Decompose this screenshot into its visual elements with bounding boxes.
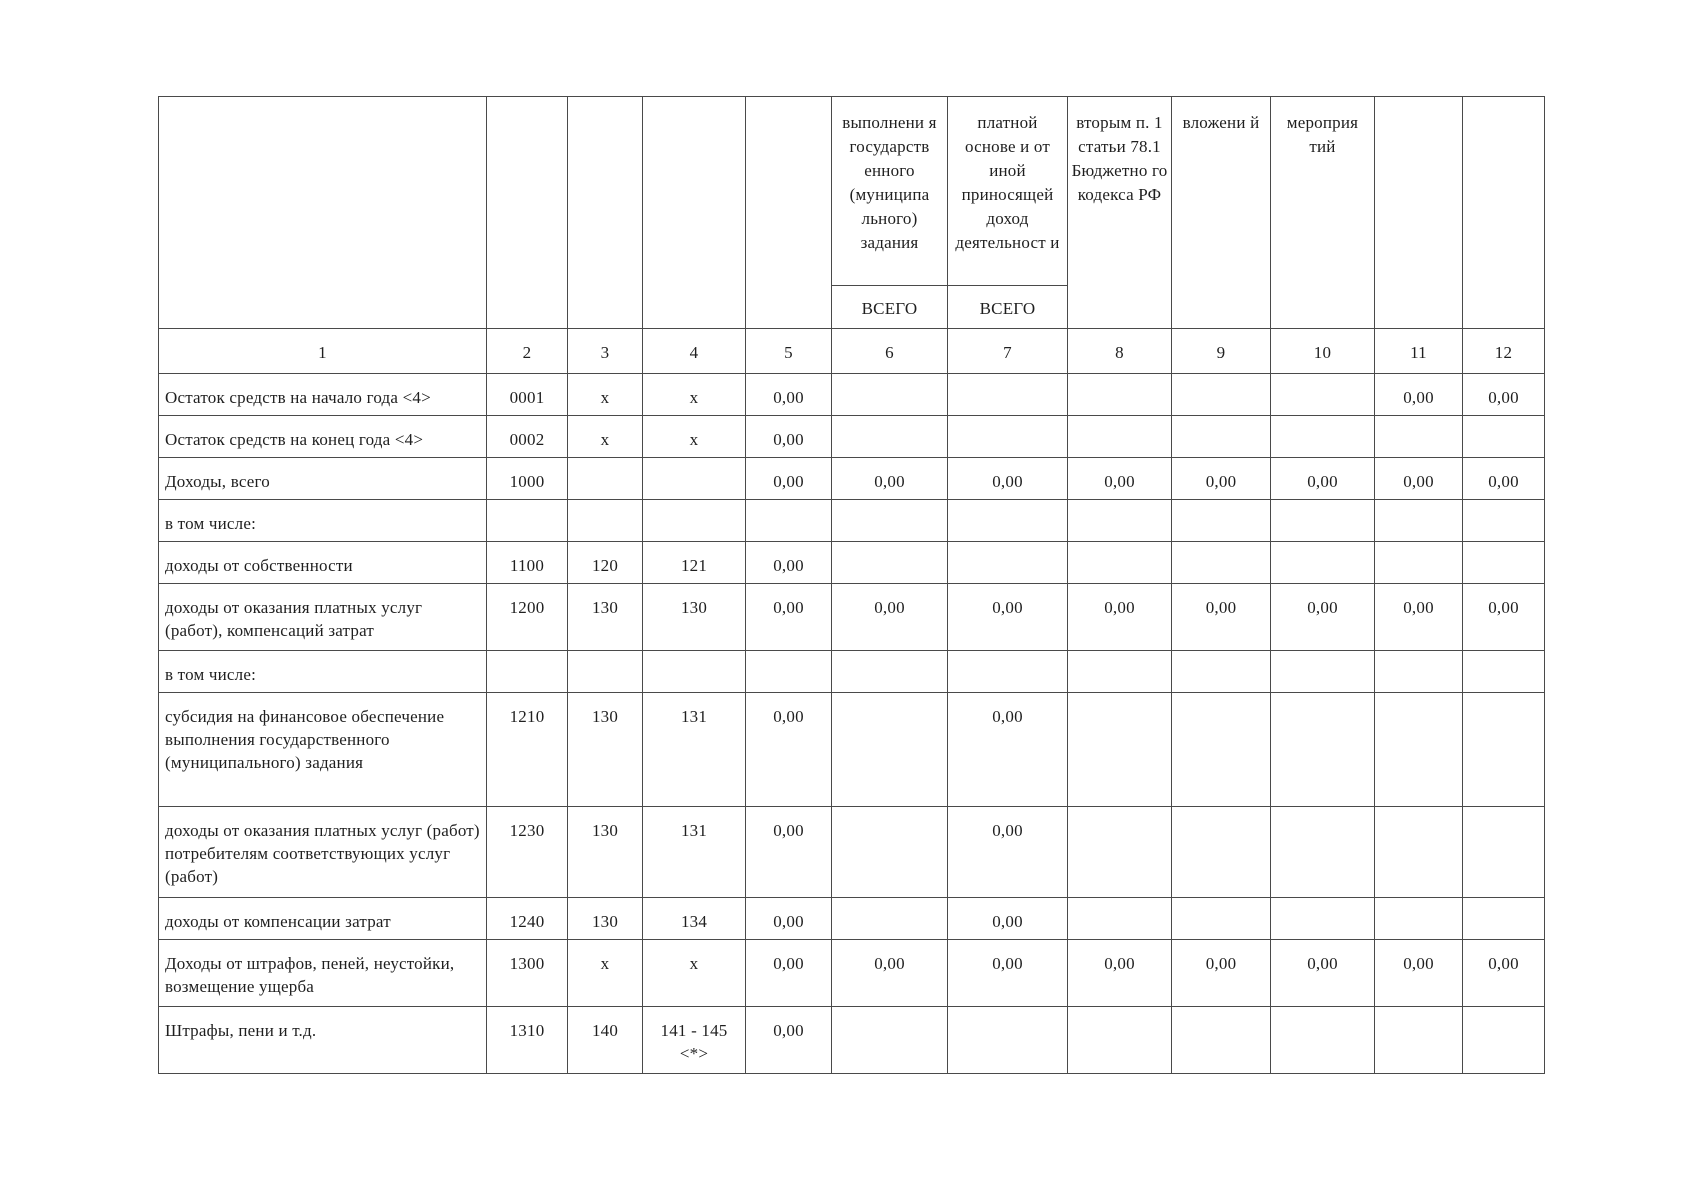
table-row (159, 500, 1545, 542)
row-label: доходы от собственности (159, 542, 487, 584)
table-cell: 0,00 (1463, 940, 1545, 1007)
table-cell: 120 (568, 542, 643, 584)
table-cell: 130 (568, 898, 643, 940)
row-label: Доходы, всего (159, 458, 487, 500)
table-cell: 0,00 (1463, 584, 1545, 651)
row-code: 1200 (487, 584, 568, 651)
table-cell: 0,00 (832, 584, 948, 651)
table-cell: 0,00 (746, 584, 832, 651)
table-cell (1463, 500, 1545, 542)
column-number: 6 (832, 329, 948, 374)
table-cell (1271, 898, 1375, 940)
row-code: 1310 (487, 1007, 568, 1074)
table-cell: 0,00 (1463, 374, 1545, 416)
table-cell: 0,00 (832, 458, 948, 500)
row-label: доходы от оказания платных услуг (работ) потребителям соответствующих услуг (работ) (159, 807, 487, 898)
table-cell: 0,00 (1271, 584, 1375, 651)
table-cell: 134 (643, 898, 746, 940)
table-cell: 131 (643, 807, 746, 898)
table-cell (1271, 500, 1375, 542)
table-cell (1172, 542, 1271, 584)
table-cell (1463, 651, 1545, 693)
header-cell-col12 (1463, 97, 1545, 329)
row-code: 1300 (487, 940, 568, 1007)
row-code: 1210 (487, 693, 568, 807)
table-cell (746, 500, 832, 542)
header-vsego-col6: ВСЕГО (832, 286, 948, 329)
header-cell-col9: вложени й (1172, 97, 1271, 329)
table-cell: 0,00 (832, 940, 948, 1007)
table-cell: 141 - 145 <*> (643, 1007, 746, 1074)
table-cell (1172, 693, 1271, 807)
table-cell: 0,00 (1068, 458, 1172, 500)
table-cell: 0,00 (948, 898, 1068, 940)
table-cell (832, 542, 948, 584)
table-cell (832, 693, 948, 807)
table-row (159, 584, 1545, 651)
table-cell: x (568, 374, 643, 416)
table-cell (948, 542, 1068, 584)
table-cell (832, 898, 948, 940)
row-label: субсидия на финансовое обеспечение выполнения государственного (муниципального) задания (159, 693, 487, 807)
table-cell: 0,00 (1375, 374, 1463, 416)
table-cell (643, 458, 746, 500)
table-cell: x (568, 940, 643, 1007)
header-vsego-col7: ВСЕГО (948, 286, 1068, 329)
table-row (159, 807, 1545, 898)
table-cell: 0,00 (746, 898, 832, 940)
row-label: Остаток средств на начало года <4> (159, 374, 487, 416)
table-cell: 0,00 (1271, 940, 1375, 1007)
table-cell: 0,00 (1375, 458, 1463, 500)
table-cell: x (643, 940, 746, 1007)
row-code: 0002 (487, 416, 568, 458)
table-cell (1271, 374, 1375, 416)
table-cell (1375, 693, 1463, 807)
row-label: Доходы от штрафов, пеней, неустойки, возмещение ущерба (159, 940, 487, 1007)
table-cell: 0,00 (746, 542, 832, 584)
column-number: 7 (948, 329, 1068, 374)
table-cell (1375, 651, 1463, 693)
column-number: 9 (1172, 329, 1271, 374)
row-code: 1240 (487, 898, 568, 940)
row-label: Штрафы, пени и т.д. (159, 1007, 487, 1074)
table-cell (948, 651, 1068, 693)
table-cell (1463, 542, 1545, 584)
row-code (487, 651, 568, 693)
header-cell-col4 (643, 97, 746, 329)
table-cell (1271, 1007, 1375, 1074)
row-code: 1000 (487, 458, 568, 500)
table-cell (832, 416, 948, 458)
table-cell (643, 500, 746, 542)
table-cell: x (643, 416, 746, 458)
header-cell-col1 (159, 97, 487, 329)
table-cell (1068, 1007, 1172, 1074)
table-cell (1172, 416, 1271, 458)
row-label: доходы от оказания платных услуг (работ), компенсаций затрат (159, 584, 487, 651)
table-cell (746, 651, 832, 693)
table-row (159, 898, 1545, 940)
table-cell (832, 500, 948, 542)
table-cell (1068, 651, 1172, 693)
table-cell (1271, 542, 1375, 584)
table-cell: 130 (643, 584, 746, 651)
table-cell: 0,00 (746, 807, 832, 898)
column-number: 3 (568, 329, 643, 374)
table-cell: 0,00 (1375, 584, 1463, 651)
table-cell (948, 500, 1068, 542)
table-cell (1271, 651, 1375, 693)
row-code: 1100 (487, 542, 568, 584)
table-cell (1271, 693, 1375, 807)
table-cell (568, 500, 643, 542)
table-cell: 0,00 (948, 584, 1068, 651)
table-cell (1375, 807, 1463, 898)
table-cell (1172, 807, 1271, 898)
column-number: 4 (643, 329, 746, 374)
table-cell: 0,00 (1068, 584, 1172, 651)
header-cell-col2 (487, 97, 568, 329)
table-row (159, 458, 1545, 500)
table-cell (1463, 807, 1545, 898)
table-cell (1068, 542, 1172, 584)
table-cell: 0,00 (746, 1007, 832, 1074)
header-row (159, 97, 1545, 286)
table-cell: x (643, 374, 746, 416)
table-cell (1463, 1007, 1545, 1074)
table-cell (1375, 542, 1463, 584)
table-cell (832, 651, 948, 693)
table-cell: 121 (643, 542, 746, 584)
table-cell: 0,00 (746, 940, 832, 1007)
table-cell (1172, 898, 1271, 940)
table-cell: 0,00 (746, 374, 832, 416)
table-cell (948, 1007, 1068, 1074)
table-cell: 0,00 (746, 416, 832, 458)
row-code: 0001 (487, 374, 568, 416)
header-cell-col11 (1375, 97, 1463, 329)
table-cell (643, 651, 746, 693)
table-cell (568, 458, 643, 500)
column-number: 8 (1068, 329, 1172, 374)
table-cell: 130 (568, 807, 643, 898)
table-cell: 0,00 (948, 940, 1068, 1007)
table-cell: 130 (568, 584, 643, 651)
table-cell: 0,00 (1172, 584, 1271, 651)
row-label: доходы от компенсации затрат (159, 898, 487, 940)
table-cell (1463, 693, 1545, 807)
table-cell (1068, 374, 1172, 416)
header-cell-col10: мероприя тий (1271, 97, 1375, 329)
table-cell (1375, 416, 1463, 458)
table-cell: 0,00 (1172, 940, 1271, 1007)
row-label: в том числе: (159, 500, 487, 542)
table-cell (1375, 898, 1463, 940)
table-cell: 140 (568, 1007, 643, 1074)
table-cell (1172, 651, 1271, 693)
table-row (159, 1007, 1545, 1074)
table-cell: 0,00 (746, 693, 832, 807)
column-number: 12 (1463, 329, 1545, 374)
table-cell: 0,00 (948, 807, 1068, 898)
table-cell (1068, 693, 1172, 807)
table-row (159, 940, 1545, 1007)
table-cell (948, 374, 1068, 416)
table-cell (1172, 1007, 1271, 1074)
table-row (159, 693, 1545, 807)
table-cell (1271, 807, 1375, 898)
row-code (487, 500, 568, 542)
table-cell (1271, 416, 1375, 458)
table-cell: 131 (643, 693, 746, 807)
table-row (159, 542, 1545, 584)
column-number: 11 (1375, 329, 1463, 374)
row-label: Остаток средств на конец года <4> (159, 416, 487, 458)
table-cell (1172, 374, 1271, 416)
financial-table (158, 96, 1545, 1074)
table-cell (1068, 898, 1172, 940)
table-cell: 0,00 (1463, 458, 1545, 500)
table-cell: 0,00 (1068, 940, 1172, 1007)
column-number: 2 (487, 329, 568, 374)
row-code: 1230 (487, 807, 568, 898)
table-cell (1375, 1007, 1463, 1074)
table-cell (1068, 500, 1172, 542)
table-cell (1375, 500, 1463, 542)
header-cell-col7: платной основе и от иной приносящей доход деятельност и (948, 97, 1068, 286)
header-cell-col3 (568, 97, 643, 329)
table-cell (1068, 416, 1172, 458)
table-cell (948, 416, 1068, 458)
column-number: 10 (1271, 329, 1375, 374)
table-cell: 0,00 (1375, 940, 1463, 1007)
header-cell-col8: вторым п. 1 статьи 78.1 Бюджетно го кодекса РФ (1068, 97, 1172, 329)
table-cell: x (568, 416, 643, 458)
table-cell: 0,00 (746, 458, 832, 500)
table-cell: 0,00 (1271, 458, 1375, 500)
table-cell: 130 (568, 693, 643, 807)
header-cell-col5 (746, 97, 832, 329)
table-cell: 0,00 (1172, 458, 1271, 500)
table-cell (1068, 807, 1172, 898)
table-cell: 0,00 (948, 458, 1068, 500)
table-cell (832, 374, 948, 416)
table-cell (1172, 500, 1271, 542)
table-cell (1463, 898, 1545, 940)
row-label: в том числе: (159, 651, 487, 693)
column-number-row (159, 329, 1545, 374)
column-number: 1 (159, 329, 487, 374)
table-cell (832, 807, 948, 898)
table-row (159, 416, 1545, 458)
table-row (159, 374, 1545, 416)
table-cell: 0,00 (948, 693, 1068, 807)
column-number: 5 (746, 329, 832, 374)
table-cell (568, 651, 643, 693)
table-row (159, 651, 1545, 693)
table-cell (1463, 416, 1545, 458)
table-cell (832, 1007, 948, 1074)
header-cell-col6: выполнени я государств енного (муниципа льного) задания (832, 97, 948, 286)
